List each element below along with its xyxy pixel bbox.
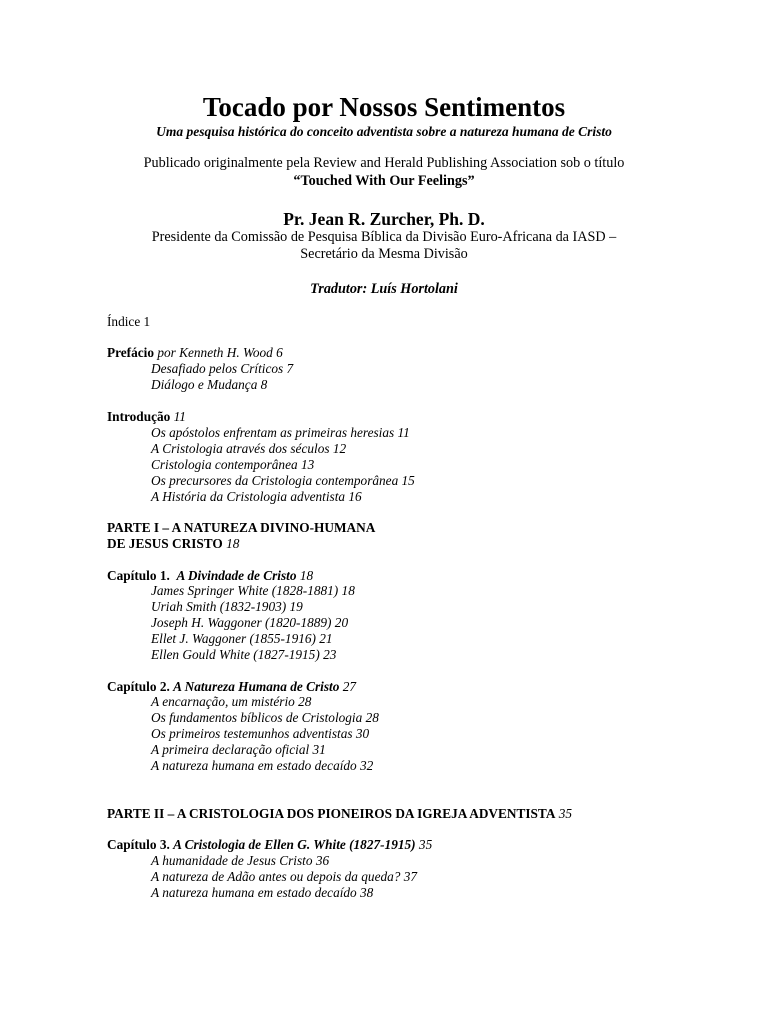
toc-parte1-line2 [107, 536, 239, 552]
toc-introducao-item: Cristologia contemporânea 13 [151, 457, 315, 472]
toc-prefacio-rest: por Kenneth H. Wood 6 [154, 345, 283, 360]
toc-parte2 [107, 806, 572, 822]
toc-introducao-page: 11 [170, 409, 186, 424]
toc-prefacio-item: Desafiado pelos Críticos 7 [151, 361, 294, 376]
author-role-line1: Presidente da Comissão de Pesquisa Bíblica da Divisão Euro-Africana da IASD – [151, 229, 617, 245]
toc-introducao-item: A Cristologia através dos séculos 12 [151, 441, 347, 456]
toc-cap1-item: Joseph H. Waggoner (1820-1889) 20 [151, 615, 349, 630]
toc-prefacio [107, 345, 283, 361]
toc-cap2-item: A natureza humana em estado decaído 32 [151, 758, 374, 773]
toc-parte1-page: 18 [222, 536, 240, 551]
toc-cap2-item: Os fundamentos bíblicos de Cristologia 28 [151, 710, 379, 725]
toc-indice: Índice 1 [107, 314, 151, 329]
toc-prefacio-label: Prefácio [107, 345, 155, 360]
original-title: “Touched With Our Feelings” [293, 173, 475, 189]
toc-cap1-item: Ellen Gould White (1827-1915) 23 [151, 647, 337, 662]
toc-cap1-title: A Divindade de Cristo [176, 568, 297, 583]
toc-cap3-item: A natureza de Adão antes ou depois da queda? 37 [151, 869, 418, 884]
toc-parte2-text: PARTE II – A CRISTOLOGIA DOS PIONEIROS DA IGREJA ADVENTISTA [107, 806, 556, 821]
page-title: Tocado por Nossos Sentimentos [202, 92, 566, 122]
toc-prefacio-item: Diálogo e Mudança 8 [151, 377, 268, 392]
toc-introducao-item: Os apóstolos enfrentam as primeiras heresias 11 [151, 425, 410, 440]
toc-parte1-line2-text: DE JESUS CRISTO [107, 536, 223, 551]
toc-cap3-label: Capítulo 3. [107, 837, 170, 852]
toc-cap1-item: Uriah Smith (1832-1903) 19 [151, 599, 303, 614]
toc-introducao-item: A História da Cristologia adventista 16 [151, 489, 362, 504]
toc-cap1-page: 18 [296, 568, 314, 583]
toc-cap2-title: A Natureza Humana de Cristo [173, 679, 340, 694]
translator: Tradutor: Luís Hortolani [310, 281, 458, 297]
toc-cap2-label: Capítulo 2. [107, 679, 170, 694]
toc-cap2 [107, 679, 356, 695]
toc-cap3-page: 35 [415, 837, 433, 852]
toc-cap2-item: A encarnação, um mistério 28 [151, 694, 312, 709]
toc-cap1-label: Capítulo 1. [107, 568, 170, 583]
toc-cap2-item: Os primeiros testemunhos adventistas 30 [151, 726, 370, 741]
toc-parte1-line1: PARTE I – A NATUREZA DIVINO-HUMANA [107, 520, 376, 535]
toc-cap3-title: A Cristologia de Ellen G. White (1827-1915) [173, 837, 416, 852]
toc-cap3 [107, 837, 432, 853]
toc-cap3-item: A humanidade de Jesus Cristo 36 [151, 853, 330, 868]
toc-introducao [107, 409, 186, 425]
toc-cap1 [107, 568, 313, 584]
toc-cap2-page: 27 [339, 679, 357, 694]
publication-note: Publicado originalmente pela Review and Herald Publishing Association sob o título [143, 155, 625, 171]
toc-cap3-item: A natureza humana em estado decaído 38 [151, 885, 374, 900]
toc-introducao-item: Os precursores da Cristologia contemporânea 15 [151, 473, 415, 488]
toc-cap1-item: James Springer White (1828-1881) 18 [151, 583, 355, 598]
author-name: Pr. Jean R. Zurcher, Ph. D. [283, 209, 485, 229]
toc-cap2-item: A primeira declaração oficial 31 [151, 742, 326, 757]
toc-cap1-item: Ellet J. Waggoner (1855-1916) 21 [151, 631, 333, 646]
author-role-line2: Secretário da Mesma Divisão [300, 246, 468, 262]
toc-parte2-page: 35 [555, 806, 573, 821]
toc-introducao-label: Introdução [107, 409, 171, 424]
page-subtitle: Uma pesquisa histórica do conceito adventista sobre a natureza humana de Cristo [156, 124, 612, 139]
